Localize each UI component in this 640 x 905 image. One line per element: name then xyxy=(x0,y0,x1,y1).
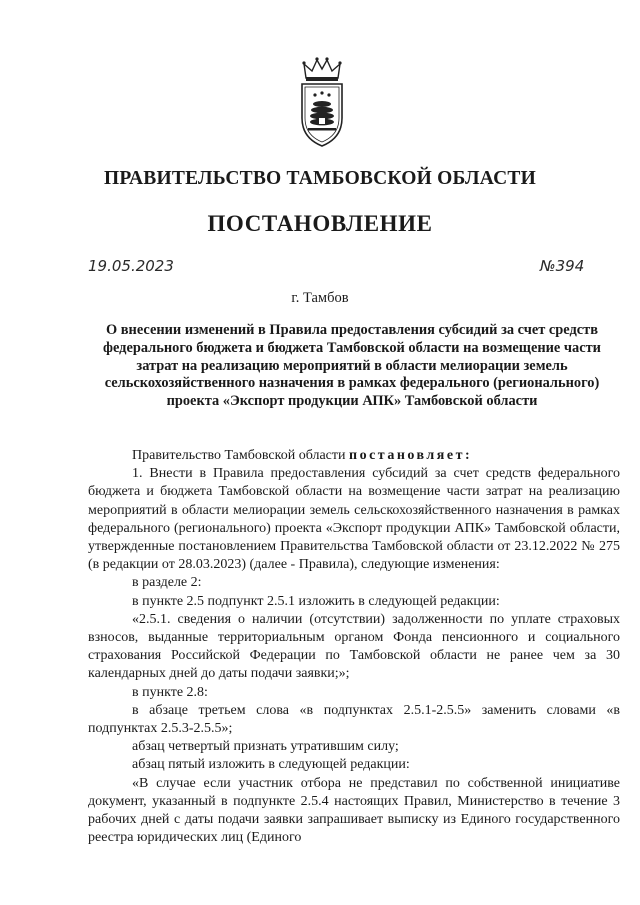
paragraph-6: в абзаце третьем слова «в подпунктах 2.5.1-2.5.5» заменить словами «в подпунктах 2.5.3-2.5.5»; xyxy=(88,702,620,737)
paragraph-9: «В случае если участник отбора не представил по собственной инициативе документ, указанный в подпункте 2.5.4 настоящих Правил, Министерство в течение 3 рабочих дней с даты подачи заявки запрашивает выписку из Единого государственного реестра юридических лиц (Единого xyxy=(88,775,620,846)
paragraph-5: в пункте 2.8: xyxy=(132,684,208,700)
paragraph-4: «2.5.1. сведения о наличии (отсутствии) задолженности по уплате страховых взносов, выданные территориальным органом Фонда пенсионного и социального страхования Российской Федерации по Тамбовской области не ранее чем за 30 календарных дней до даты подачи заявки;»; xyxy=(88,611,620,682)
document-body xyxy=(88,447,620,847)
intro-prefix: Правительство Тамбовской области xyxy=(132,448,349,463)
city: г. Тамбов xyxy=(291,290,349,306)
paragraph-3: в пункте 2.5 подпункт 2.5.1 изложить в следующей редакции: xyxy=(132,593,500,609)
document-number: №394 xyxy=(540,257,585,275)
document-date: 19.05.2023 xyxy=(88,257,174,275)
paragraph-2: в разделе 2: xyxy=(132,575,202,591)
intro-paragraph xyxy=(88,447,620,465)
intro-verb: постановляет: xyxy=(349,448,473,463)
paragraph-8: абзац пятый изложить в следующей редакции: xyxy=(132,757,410,773)
document-subject: О внесении изменений в Правила предоставления субсидий за счет средств федерального бюджета и бюджета Тамбовской области на возмещение части затрат на реализацию мероприятий в области мелиорации земель сельскохозяйственного назначения в рамках федерального (регионального) проекта «Экспорт продукции АПК» Тамбовской области xyxy=(103,322,601,410)
paragraph-7: абзац четвертый признать утратившим силу; xyxy=(132,739,399,755)
coat-of-arms-emblem xyxy=(296,56,348,148)
organization-title: ПРАВИТЕЛЬСТВО ТАМБОВСКОЙ ОБЛАСТИ xyxy=(104,168,536,189)
document-type-title: ПОСТАНОВЛЕНИЕ xyxy=(207,211,433,236)
paragraph-1: 1. Внести в Правила предоставления субсидий за счет средств федерального бюджета и бюджета Тамбовской области на возмещение части затрат на реализацию мероприятий в области мелиорации земель сельскохозяйственного назначения в рамках федерального (регионального) проекта «Экспорт продукции АПК» Тамбовской области, утвержденные постановлением Правительства Тамбовской области от 23.12.2022 № 275 (в редакции от 28.03.2023) (далее - Правила), следующие изменения: xyxy=(88,466,620,573)
